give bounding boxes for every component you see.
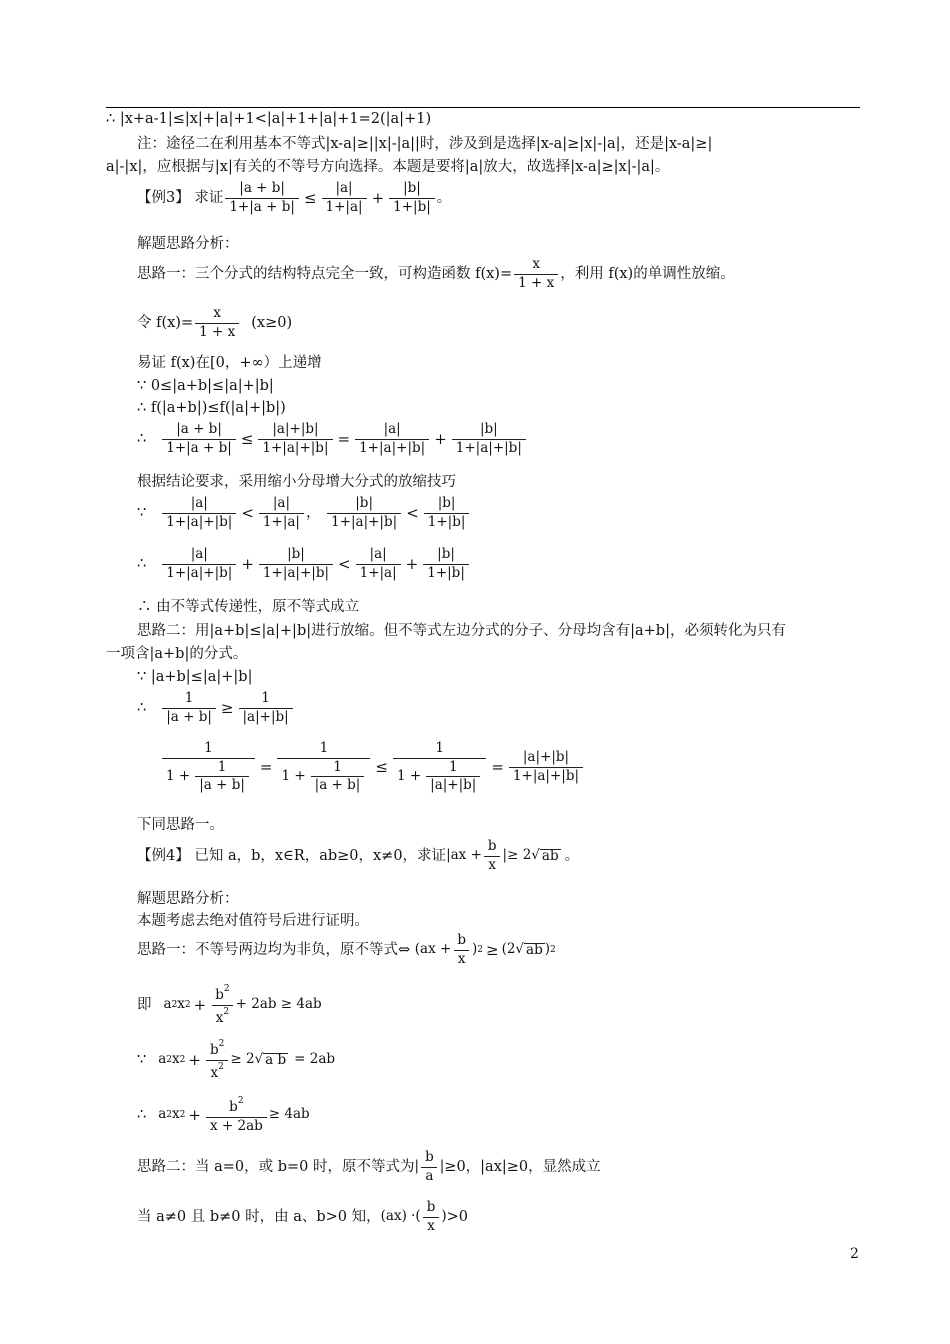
- formula-line: 当 a≠0 且 b≠0 时，由 a、b>0 知， (ax) ·( $\frac{b}{x}$ ) >0: [137, 1199, 468, 1234]
- text-line: ∴ f(|a+b|)≤f(|a|+|b|): [137, 400, 286, 416]
- formula-line: 思路一：不等号两边均为非负，原不等式⇔ (ax + $\frac{b}{x}$ ) 2 ≥ (2 √ ab ) 2: [137, 932, 556, 967]
- example3-statement: 【例3】 求证 $\frac{|a + b|}{1+|a + b|}$ ≤ $\frac{|a|}{1+|a|}$ + $\frac{|b|}{1+|b|}$ 。: [137, 180, 452, 215]
- text-line: 下同思路一。: [137, 817, 224, 833]
- text-line: 思路二：用|a+b|≤|a|+|b|进行放缩。但不等式左边分式的分子、分母均含有|a+b|，必须转化为只有: [137, 623, 786, 639]
- text-line: a|-|x|，应根据与|x|有关的不等号方向选择。本题是要将|a|放大，故选择|x-a|≥|x|-|a|。: [106, 159, 670, 175]
- formula-line: ∵ $\frac{|a|}{1+|a|+|b|}$ < $\frac{|a|}{1+|a|}$ ， $\frac{|b|}{1+|a|+|b|}$ < $\frac{|b|}{1+|b|}$: [137, 497, 471, 529]
- formula-line: ∴ $\frac{|a + b|}{1+|a + b|}$ ≤ $\frac{|a|+|b|}{1+|a|+|b|}$ = $\frac{|a|}{1+|a|+|b|}$ + $\frac{|b|}{1+|a|+|b|}$: [137, 423, 528, 455]
- text-line: 根据结论要求，采用缩小分母增大分式的放缩技巧: [137, 474, 456, 490]
- formula-line: ∴ a 2 x 2 + $\frac{b^2}{x + 2ab}$ ≥ 4ab: [137, 1096, 310, 1134]
- text-line: ∴ 由不等式传递性，原不等式成立: [137, 599, 360, 615]
- example4-statement: 【例4】 已知 a，b，x∈R，ab≥0，x≠0，求证 |ax + $\frac{b}{x}$ |≥ 2 √ ab 。: [137, 838, 580, 873]
- formula-line: 即 a 2 x 2 + $\frac{b^2}{x^2}$ + 2ab ≥ 4ab: [137, 984, 322, 1026]
- page-number: 2: [850, 1246, 859, 1262]
- text-line: 一项含|a+b|的分式。: [106, 646, 248, 662]
- text-line: 易证 f(x)在[0，+∞）上递增: [137, 355, 322, 371]
- text-line: ∴ |x+a-1|≤|x|+|a|+1<|a|+1+|a|+1=2(|a|+1): [106, 111, 432, 127]
- example-label: 【例4】: [137, 847, 190, 864]
- section-heading: 解题思路分析：: [137, 891, 239, 907]
- text-line: ∵ 0≤|a+b|≤|a|+|b|: [137, 378, 274, 394]
- section-heading: 解题思路分析：: [137, 236, 239, 252]
- formula-line: 思路二：当 a=0，或 b=0 时，原不等式为 | $\frac{b}{a}$ | ≥0，|ax|≥0，显然成立: [137, 1149, 601, 1184]
- header-rule: [106, 107, 860, 108]
- text-line: ∵ |a+b|≤|a|+|b|: [137, 669, 253, 685]
- formula-line: 1 1 + $\frac{1}{|a + b|}$ = 1 1 + $\frac{1}{|a + b|}$ ≤ 1 1 + $\frac{1}{|a|+|b|}$ = $\frac{|a|+|b|}{1+|a|+|b|}$: [160, 742, 585, 793]
- example-label: 【例3】: [137, 189, 190, 206]
- text-line: 本题考虑去绝对值符号后进行证明。: [137, 913, 369, 929]
- formula-line: ∴ $\frac{1}{|a + b|}$ ≥ $\frac{1}{|a|+|b|}$: [137, 692, 295, 724]
- formula-line: ∴ $\frac{|a|}{1+|a|+|b|}$ + $\frac{|b|}{1+|a|+|b|}$ < $\frac{|a|}{1+|a|}$ + $\frac{|b|}{1+|b|}$: [137, 548, 471, 580]
- formula-line: ∵ a 2 x 2 + $\frac{b^2}{x^2}$ ≥ 2 √ a b = 2ab: [137, 1039, 336, 1081]
- text-line: 注：途径二在利用基本不等式|x-a|≥||x|-|a||时，涉及到是选择|x-a|≥|x|-|a|，还是|x-a|≥|: [137, 136, 713, 152]
- let-line: 令 f(x)= $\frac{x}{1 + x}$ (x≥0): [137, 305, 293, 340]
- idea1-line: 思路一：三个分式的结构特点完全一致，可构造函数 f(x)= $\frac{x}{1 + x}$ ，利用 f(x)的单调性放缩。: [137, 256, 735, 291]
